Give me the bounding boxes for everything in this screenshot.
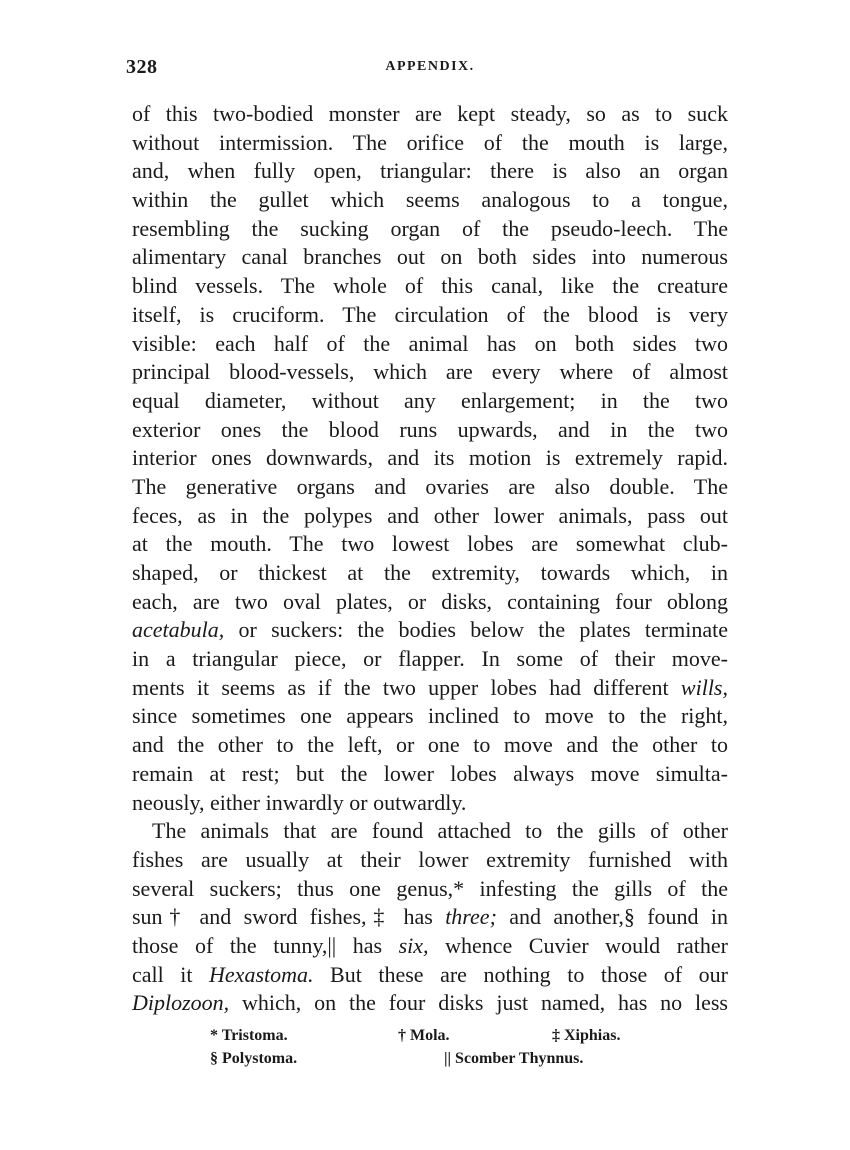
text-line: since sometimes one appears inclined to move to the right, <box>132 703 728 729</box>
text-line: and, when fully open, triangular: there is also an organ <box>132 158 728 184</box>
body-text <box>132 100 728 1018</box>
footnote-polystoma: § Polystoma. <box>210 1050 298 1067</box>
text-line: feces, as in the polypes and other lower animals, pass out <box>132 502 728 528</box>
text-line: of this two-bodied monster are kept steady, so as to suck <box>132 101 728 126</box>
text-line: acetabula, or suckers: the bodies below the plates terminate <box>132 617 728 643</box>
page-number: 328 <box>126 56 158 78</box>
text-line: interior ones downwards, and its motion is extremely rapid. <box>132 445 728 471</box>
footnote-row <box>132 1024 728 1047</box>
page-header <box>126 56 728 90</box>
footnote-mola: † Mola. <box>398 1027 450 1044</box>
footnote-xiphias: ‡ Xiphias. <box>552 1027 621 1044</box>
text-line: itself, is cruciform. The circulation of the blood is very <box>132 301 728 327</box>
text-line: sun† and sword fishes,‡ has three; and another,§ found in <box>132 904 728 930</box>
book-page <box>126 56 728 1070</box>
text-line: within the gullet which seems analogous to a tongue, <box>132 187 728 213</box>
text-line: visible: each half of the animal has on both sides two <box>132 330 728 356</box>
text-line: each, are two oval plates, or disks, containing four oblong <box>132 588 728 614</box>
text-line: fishes are usually at their lower extremity furnished with <box>132 846 728 872</box>
footnote-row <box>132 1047 728 1070</box>
text-line: alimentary canal branches out on both sides into numerous <box>132 244 728 270</box>
text-line: and the other to the left, or one to move and the other to <box>132 732 728 758</box>
text-line: Diplozoon, which, on the four disks just named, has no less <box>132 990 728 1016</box>
text-line: those of the tunny,|| has six, whence Cuvier would rather <box>132 932 728 958</box>
paragraph-2 <box>132 817 728 1018</box>
footnotes <box>132 1024 728 1070</box>
text-line: principal blood-vessels, which are every where of almost <box>132 359 728 385</box>
text-line: blind vessels. The whole of this canal, like the creature <box>132 273 728 299</box>
text-line: resembling the sucking organ of the pseudo-leech. The <box>132 215 728 241</box>
text-line: without intermission. The orifice of the mouth is large, <box>132 129 728 155</box>
text-line: call it Hexastoma. But these are nothing to those of our <box>132 961 728 987</box>
paragraph-1 <box>132 100 728 817</box>
text-line: at the mouth. The two lowest lobes are somewhat club- <box>132 531 728 557</box>
text-line: equal diameter, without any enlargement; in the two <box>132 387 728 413</box>
text-line: ments it seems as if the two upper lobes had different wills, <box>132 674 728 700</box>
footnote-scomber-thynnus: || Scomber Thynnus. <box>444 1050 584 1067</box>
text-line: shaped, or thickest at the extremity, towards which, in <box>132 560 728 585</box>
text-line: neously, either inwardly or outwardly. <box>132 789 467 815</box>
text-line: in a triangular piece, or flapper. In some of their move- <box>132 646 728 672</box>
running-head: APPENDIX. <box>385 59 475 74</box>
text-line: The generative organs and ovaries are also double. The <box>132 473 728 499</box>
text-line: remain at rest; but the lower lobes always move simulta- <box>132 760 728 786</box>
text-line: several suckers; thus one genus,* infesting the gills of the <box>132 875 728 901</box>
text-line: exterior ones the blood runs upwards, and in the two <box>132 416 728 442</box>
footnote-tristoma: * Tristoma. <box>210 1027 288 1044</box>
text-line: The animals that are found attached to the gills of other <box>152 818 728 844</box>
